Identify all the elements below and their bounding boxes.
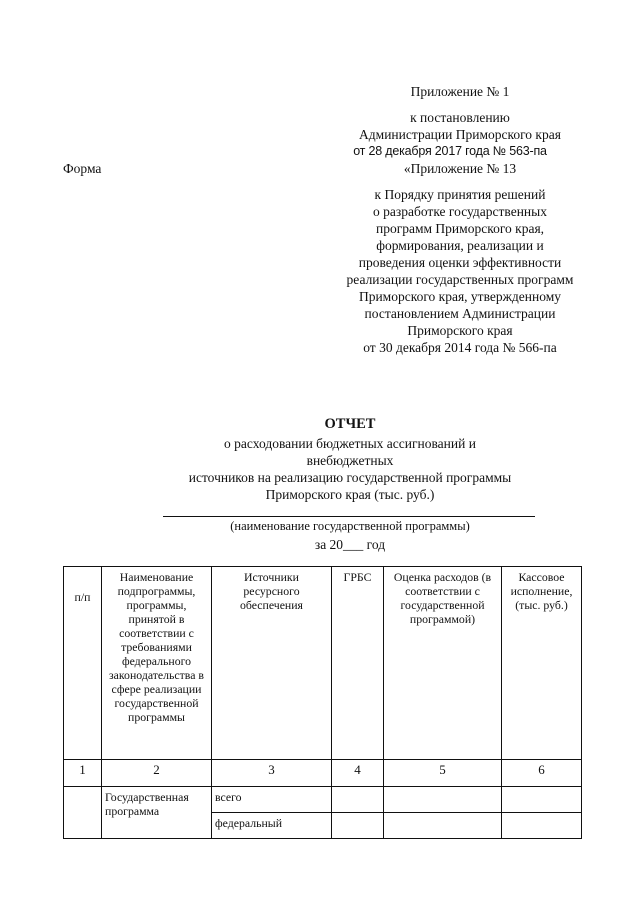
column-number-cell: 5 — [384, 760, 502, 787]
header-cell-sources: Источники ресурсного обеспечения — [212, 567, 332, 760]
procedure-line: к Порядку принятия решений — [374, 187, 546, 202]
appendix13-title: «Приложение № 13 — [403, 161, 517, 176]
procedure-line: о разработке государственных — [373, 204, 547, 219]
year-line: за 20___ год — [314, 537, 386, 552]
report-subtitle-line: Приморского края (тыс. руб.) — [265, 487, 435, 502]
column-number-cell: 4 — [332, 760, 384, 787]
resolution-date-stamp: от 28 декабря 2017 года № 563-па — [353, 144, 547, 158]
administration-line: Администрации Приморского края — [359, 127, 561, 142]
grbs-cell — [332, 813, 384, 839]
cash-execution-cell — [502, 787, 582, 813]
report-table — [63, 566, 582, 839]
procedure-line: программ Приморского края, — [375, 221, 545, 236]
cash-execution-cell — [502, 813, 582, 839]
header-cell-number: п/п — [64, 567, 102, 760]
form-label: Форма — [63, 161, 102, 176]
report-title: ОТЧЕТ — [324, 416, 376, 432]
report-subtitle-line: о расходовании бюджетных ассигнований и — [224, 436, 476, 451]
row-number-cell — [64, 787, 102, 839]
to-resolution-line: к постановлению — [410, 110, 510, 125]
report-subtitle-line: источников на реализацию государственной программы — [188, 470, 512, 485]
source-cell-total: всего — [212, 787, 332, 813]
header-cell-name: Наименование подпрограммы, программы, принятой в соответствии с требованиями федерального законодательства в сфере реализации государственной программы — [102, 567, 212, 760]
report-heading — [130, 416, 570, 503]
source-cell-federal: федеральный — [212, 813, 332, 839]
procedure-line: формирования, реализации и — [376, 238, 544, 253]
procedure-line: проведения оценки эффективности — [358, 255, 562, 270]
procedure-line: Приморского края, утвержденному — [358, 289, 562, 304]
column-number-cell: 1 — [64, 760, 102, 787]
header-cell-cash-execution: Кассовое исполнение, (тыс. руб.) — [502, 567, 582, 760]
grbs-cell — [332, 787, 384, 813]
table-row — [64, 787, 582, 813]
program-name-underline — [163, 516, 535, 517]
estimate-cell — [384, 787, 502, 813]
header-cell-estimate: Оценка расходов (в соответствии с государственной программой) — [384, 567, 502, 760]
column-number-cell: 3 — [212, 760, 332, 787]
header-cell-grbs: ГРБС — [332, 567, 384, 760]
column-number-cell: 2 — [102, 760, 212, 787]
column-number-row — [64, 760, 582, 787]
program-name-caption: (наименование государственной программы) — [230, 519, 470, 533]
procedure-line: от 30 декабря 2014 года № 566-па — [363, 340, 557, 355]
column-number-cell: 6 — [502, 760, 582, 787]
procedure-line: реализации государственных программ — [346, 272, 574, 287]
table-header-row — [64, 567, 582, 760]
report-subtitle-line: внебюджетных — [306, 453, 394, 468]
procedure-line: постановлением Администрации — [364, 306, 556, 321]
appendix-title: Приложение № 1 — [410, 84, 510, 99]
procedure-reference — [300, 186, 620, 356]
program-label-cell: Государственная программа — [102, 787, 212, 839]
procedure-line: Приморского края — [407, 323, 513, 338]
estimate-cell — [384, 813, 502, 839]
